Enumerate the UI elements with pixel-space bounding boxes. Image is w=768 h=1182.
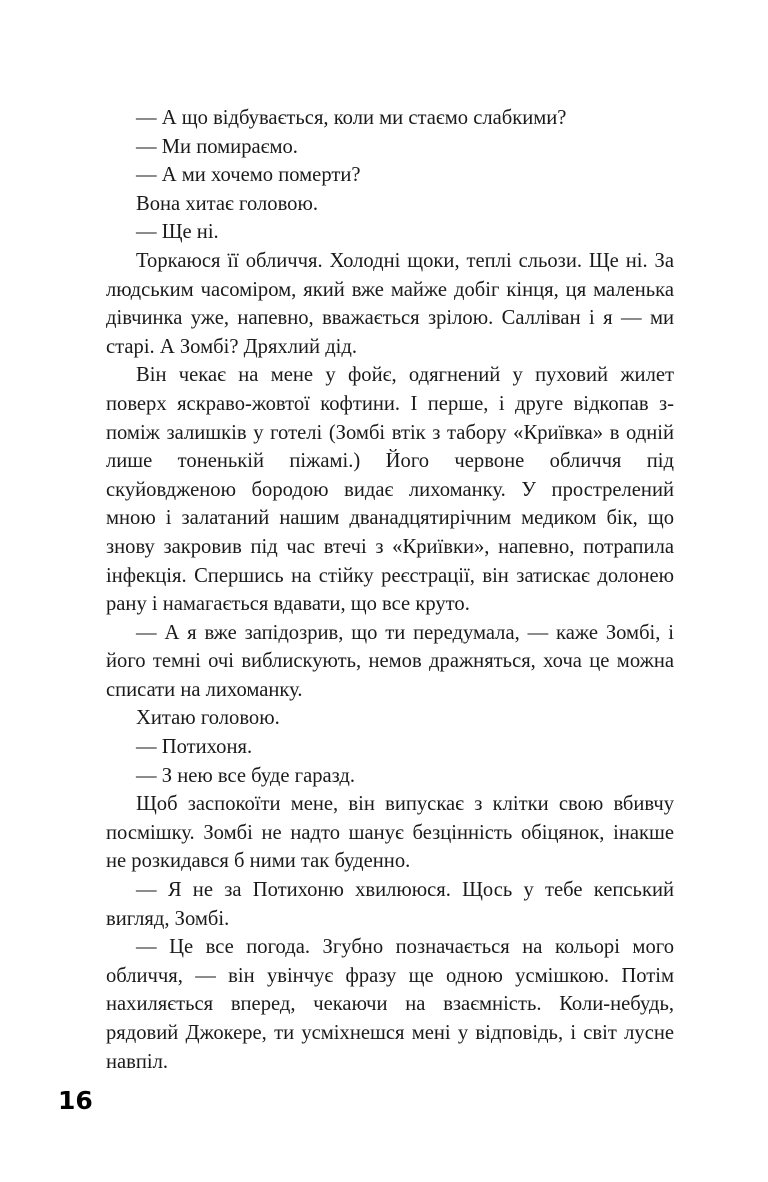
paragraph: — Ще ні. <box>136 221 219 244</box>
paragraph: — А ми хочемо померти? <box>136 164 361 187</box>
paragraph: — А що відбувається, коли ми стаємо слабкими? <box>136 107 567 129</box>
paragraph: — З нею все буде гаразд. <box>136 764 356 787</box>
paragraph: Торкаюся її обличчя. Холодні щоки, теплі сльози. Ще ні. За людським часоміром, який вже майже добіг кінця, ця маленька дівчинка уже, напевно, вважається зрілою. Салліван і я — ми старі. А Зомбі? Дряхлий дід. <box>106 249 674 358</box>
paragraph: — А я вже запідозрив, що ти передумала, — каже Зомбі, і його темні очі виблискують, немов дражняться, хоча це можна списати на лихоманку. <box>106 621 674 701</box>
paragraph: — Ми помираємо. <box>136 135 298 158</box>
body-text <box>106 104 674 1076</box>
paragraph: — Потихоня. <box>136 736 253 759</box>
paragraph: — Це все погода. Згубно позначається на кольорі мого обличчя, — він увінчує фразу ще одною усмішкою. Потім нахиляється вперед, чекаючи на взаємність. Коли-небудь, рядовий Джокере, ти усміхнешся мені у відповідь, і світ лусне навпіл. <box>106 936 674 1073</box>
page-number: 16 <box>58 1086 93 1115</box>
paragraph: Він чекає на мене у фойє, одягнений у пуховий жилет поверх яскраво-жовтої кофтини. І перше, і друге відкопав з-поміж залишків у готелі (Зомбі втік з табору «Криївка» в одній лише тоненькій піжамі.) Його червоне обличчя під скуйовдженою бородою видає лихоманку. У прострелений мною і залатаний нашим дванадцятирічним медиком бік, що знову закровив під час втечі з «Криївки», напевно, потрапила інфекція. Спершись на стійку реєстрації, він затискає долонею рану і намагається вдавати, що все круто. <box>106 364 674 616</box>
paragraph: Щоб заспокоїти мене, він випускає з клітки свою вбивчу посмішку. Зомбі не надто шанує безцінність обіцянок, інакше не розкидався б ними так буденно. <box>106 793 674 873</box>
paragraph: — Я не за Потихоню хвилююся. Щось у тебе кепський вигляд, Зомбі. <box>106 879 674 930</box>
paragraph: Хитаю головою. <box>136 707 280 730</box>
paragraph: Вона хитає головою. <box>136 192 318 215</box>
